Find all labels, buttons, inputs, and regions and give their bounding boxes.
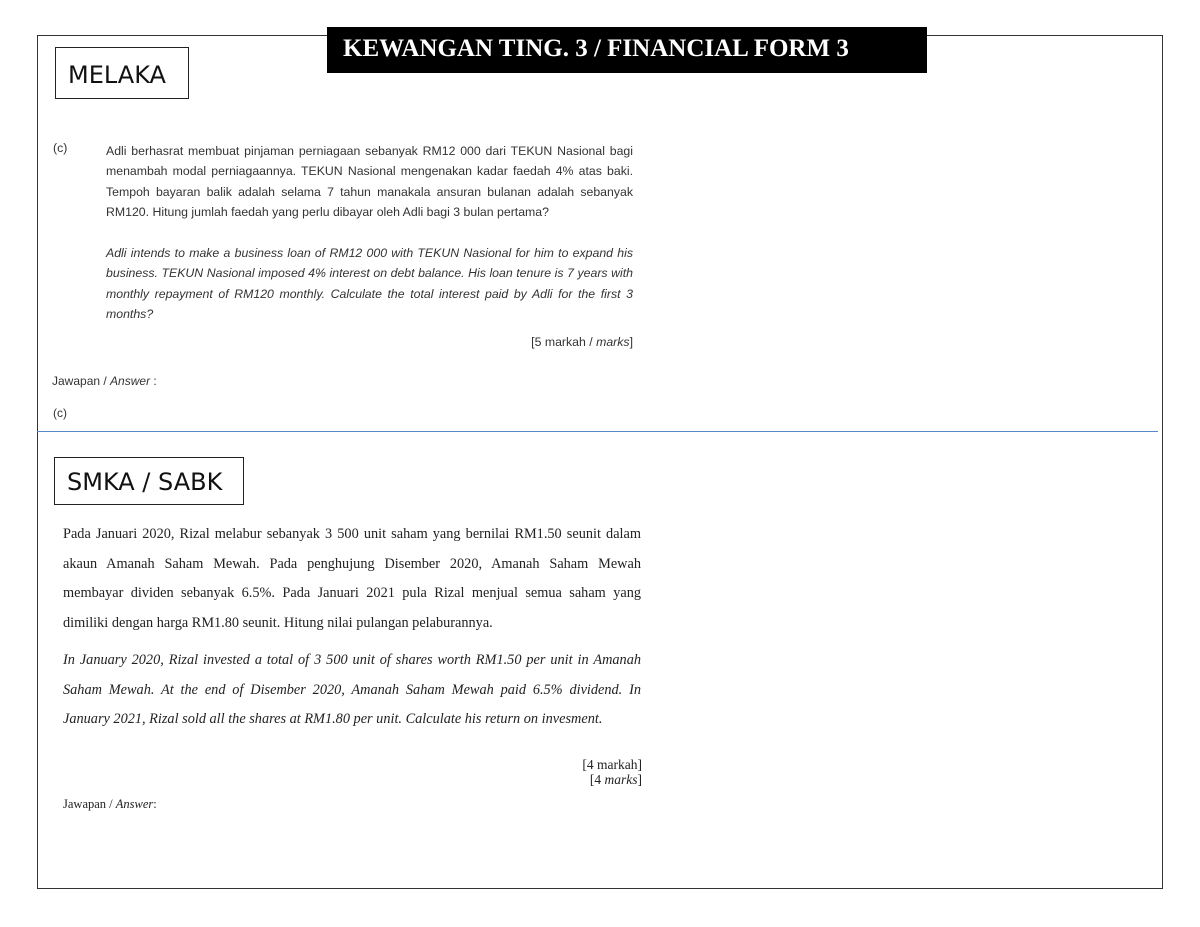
- marks-prefix: [5 markah /: [531, 335, 597, 349]
- section-tag-melaka: MELAKA: [55, 47, 189, 99]
- answer-part-label: (c): [53, 406, 67, 420]
- section-divider: [37, 431, 1158, 432]
- answer-label-italic: Answer: [115, 797, 154, 811]
- marks-label: [531, 335, 633, 349]
- marks-label-english: [590, 772, 642, 788]
- marks-en-prefix: [4: [589, 772, 605, 787]
- page-banner: KEWANGAN TING. 3 / FINANCIAL FORM 3: [327, 27, 927, 73]
- answer-label-text: Jawapan /: [52, 374, 111, 388]
- answer-label-text: Jawapan /: [63, 797, 116, 811]
- question-text-english: In January 2020, Rizal invested a total of 3 500 unit of shares worth RM1.50 per unit in Amanah Saham Mewah. At the end of Disember 2020, Amanah Saham Mewah paid 6.5% dividend. In January 2021, Rizal sold all the shares at RM1.80 per unit. Calculate his return on invesment.: [63, 652, 641, 727]
- section-tag-smka: SMKA / SABK: [54, 457, 244, 505]
- answer-label: [63, 797, 157, 812]
- answer-label: [52, 374, 157, 388]
- answer-label-suffix: :: [150, 374, 157, 388]
- marks-label-malay: [4 markah]: [582, 757, 642, 772]
- question-label: (c): [53, 141, 68, 155]
- question-text-english: Adli intends to make a business loan of RM12 000 with TEKUN Nasional for him to expand his business. TEKUN Nasional imposed 4% interest on debt balance. His loan tenure is 7 years with monthly repayment of RM120 monthly. Calculate the total interest paid by Adli for the first 3 months?: [106, 246, 633, 322]
- answer-label-italic: Answer: [110, 374, 151, 388]
- question-text-malay: Pada Januari 2020, Rizal melabur sebanyak 3 500 unit saham yang bernilai RM1.50 seunit dalam akaun Amanah Saham Mewah. Pada penghujung Disember 2020, Amanah Saham Mewah membayar dividen sebanyak 6.5%. Pada Januari 2021 pula Rizal menjual semua saham yang dimiliki dengan harga RM1.80 seunit. Hitung nilai pulangan pelaburannya.: [63, 526, 641, 631]
- marks-en-italic: marks: [604, 772, 638, 787]
- question-text-malay: Adli berhasrat membuat pinjaman perniagaan sebanyak RM12 000 dari TEKUN Nasional bagi menambah modal perniagaannya. TEKUN Nasional mengenakan kadar faedah 4% atas baki. Tempoh bayaran balik adalah selama 7 tahun manakala ansuran bulanan adalah sebanyak RM120. Hitung jumlah faedah yang perlu dibayar oleh Adli bagi 3 bulan pertama?: [106, 144, 633, 220]
- marks-en-suffix: ]: [637, 772, 642, 787]
- marks-italic: marks: [596, 335, 630, 349]
- marks-suffix: ]: [629, 335, 633, 349]
- answer-label-suffix: :: [153, 797, 157, 811]
